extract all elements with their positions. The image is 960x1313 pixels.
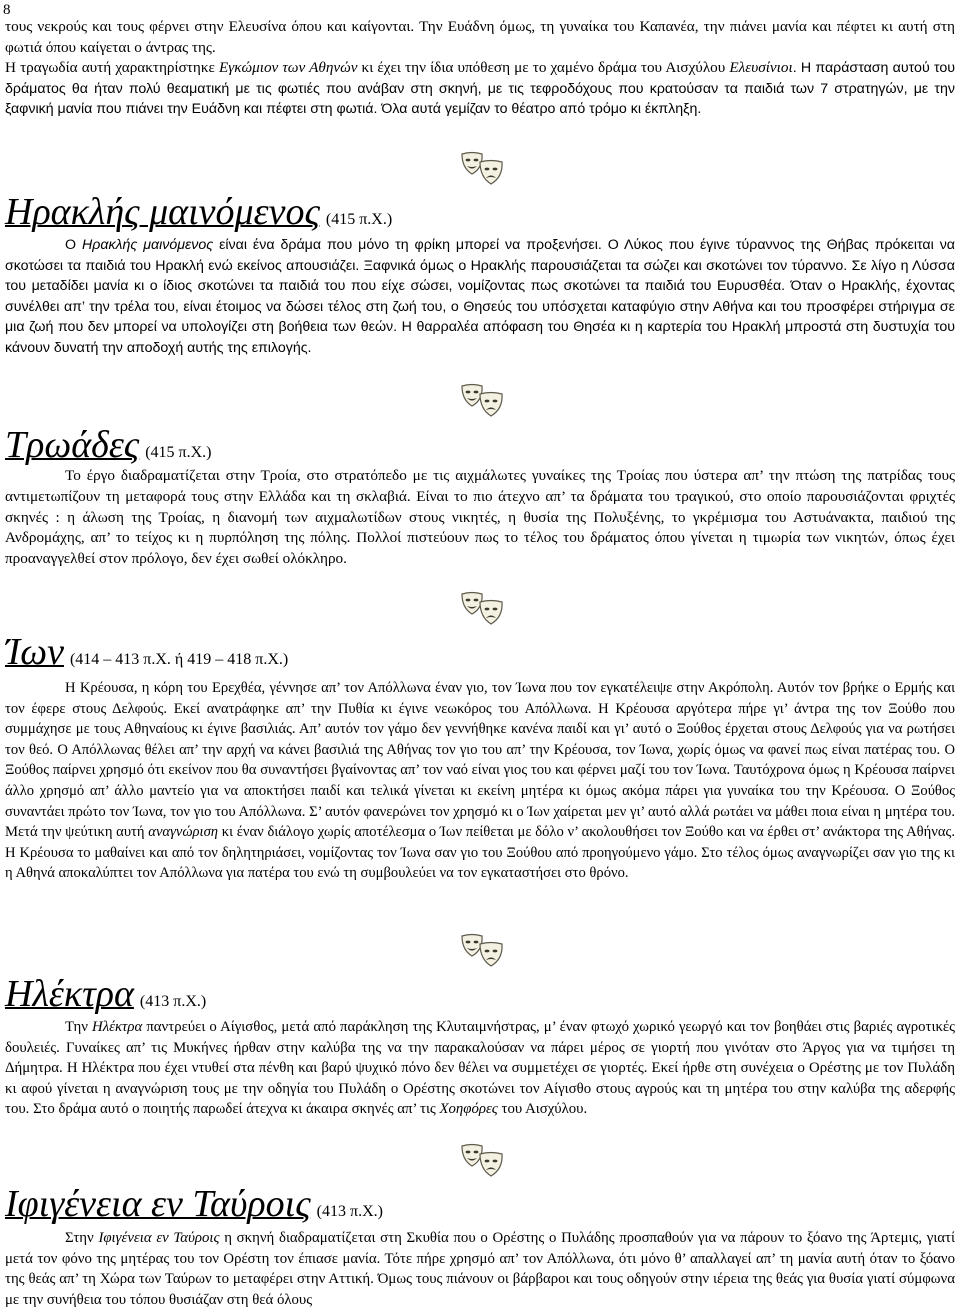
italic-word: αναγνώριση (148, 824, 219, 841)
section-date: (415 π.Χ.) (145, 444, 212, 461)
section-date: (415 π.Χ.) (325, 211, 393, 228)
section-title-iphigenia (5, 1182, 383, 1226)
section-paragraph: Το έργο διαδραματίζεται στην Τροία, στο στρατόπεδο με τις αιχμάλωτες γυναίκες της Τροίας που ύστερα απ’ την πτώση της πατρίδας τους αντιμετωπίζουν τη μεταφορά τους στην Ελλάδα και τη σκλαβιά. Είναι το πιο άτεχνο απ’ τα δράματα του τραγικού, στο οποίο παρουσιάζονται φριχτές σκηνές : η άλωση της Τροίας, η διανομή των αιχμαλωτίδων στους νικητές, η θυσία της Πολυξένης, το γκρέμισμα του Αστυάνακτα, παιδιού της Ανδρομάχης, απ’ το τείχος κι η πυρπόληση της πόλης. Πολλοί πιστεύουν πως το τέλος του δράματος όπου γίνεται η τιμωρία των νικητών, όπως έχει προαναγγελθεί στον πρόλογο, δεν έχει σωθεί ολόκληρο. (5, 467, 955, 568)
page-number: 8 (3, 2, 11, 18)
section-title-text: Ηρακλής μαινόμενος (5, 191, 320, 233)
intro-italic-1: Εγκώμιον των Αθηνών (218, 59, 358, 76)
theater-masks-icon (458, 932, 510, 970)
section-date: (414 – 413 π.Χ. ή 419 – 418 π.Χ.) (69, 651, 289, 668)
section-title-text: Ίων (5, 631, 64, 673)
italic-title: Ηλέκτρα (92, 1019, 143, 1035)
theater-masks-icon (458, 382, 510, 420)
section-paragraph (5, 235, 955, 358)
section-paragraph (5, 1228, 955, 1310)
section-date: (413 π.Χ.) (139, 993, 207, 1010)
text-b: η σκηνή διαδραματίζεται στη Σκυθία που ο Ορέστης ο Πυλάδης προσπαθούν για να πάρουν το ξόανο της Άρτεμις, γιατί μετά τον φόνο της μητέρας του τον Ορέστη τον έπιασε μανία. Τότε πήρε χρησμό απ’ τον Απόλλωνα, ότι μόνο θ’ απαλλαγεί απ’ τη μανία αυτή όταν το ξόανο της θεάς απ’ τη Χώρα των Ταύρων το μεταφέρει στην Αττική. Όμως τους πιάνουν οι βάρβαροι και τους οδηγούν στην ιέρεια της θεάς για θυσία γιατί σύμφωνα με την συνήθεια του τόπου θυσιάζαν στη θεά όλους (5, 1230, 955, 1308)
text-a: Την (65, 1019, 93, 1035)
italic-title: Χοηφόρες (439, 1101, 498, 1118)
intro-paragraph-2 (5, 58, 955, 120)
section-body-elektra (5, 1017, 955, 1120)
italic-title: Ιφιγένεια εν Ταύροις (98, 1230, 220, 1246)
theater-masks-icon (458, 590, 510, 628)
section-body-iphigenia (5, 1228, 955, 1312)
text-b: είναι ένα δράμα που μόνο τη φρίκη μπορεί να προξενήσει. Ο Λύκος που έγινε τύραννος της Θήβας πρόκειται να σκοτώσει τα παιδιά του Ηρακλή ενώ εκείνος απουσιάζει. Ξαφνικά όμως ο Ηρακλής παρουσιάζεται τα σώζει και σκοτώνει τον τύραννο. Σε λίγο η Λύσσα του μεταδίδει μανία κι ο ίδιος σκοτώνει τα παιδιά του που είχε σώσει, νομίζοντας πως σκοτώνει τα παιδιά του Ευρυσθέα. Όταν ο Ηρακλής, έχοντας συνέλθει απ’ την τρέλα του, είναι έτοιμος να δώσει τέλος στη ζωή του, ο Θησεύς του υπόσχεται καταφύγιο στην Αθήνα και του προσφέρει στήριγμα σε μια ζωή που δεν μπορεί να υπολογίζει στη βοήθεια των θεών. Η θαρραλέα απόφαση του Θησέα κι η καρτερία του Ηρακλή μπροστά στη δυστυχία του κάνουν δυνατή την αποδοχή αυτής της επιλογής. (5, 237, 956, 356)
section-body-ion (5, 678, 955, 884)
section-title-troades (5, 423, 212, 467)
text-b: παντρεύει ο Αίγισθος, μετά από παράκληση της Κλυταιμνήστρας, μ’ έναν φτωχό χωρικό γεωργό και τον βοηθάει στις βαριές αγροτικές δουλειές. Γυναίκες απ’ τις Μυκήνες ήρθαν στην καλύβα της να την παρακαλούσαν να πάρει μέρος σε γιορτή που γινόταν στο Άργος για να τιμήσει τη Δήμητρα. Η Ηλέκτρα που έχει ντυθεί στα πένθη και βαρύ ψυχικό πόνο δεν θέλει να συμμετέχει σε γιορτές. Εκεί ήρθε στη συνέχεια ο Ορέστης με τον Πυλάδη κι αφού γίνεται η αναγνώριση τους με την οδηγία του Πυλάδη ο Ορέστης σκοτώνει τον Αίγισθο στους αγρούς και τη μητέρα του στην καλύβα της αδερφής του. Στο δράμα αυτό ο ποιητής παρωδεί άτεχνα κι άκαιρα σκηνές απ’ τις (5, 1019, 955, 1118)
intro-italic-2: Ελευσίνιοι (729, 59, 793, 76)
intro-line-1: τους νεκρούς και τους φέρνει στην Ελευσίνα όπου και καίγονται. Την Ευάδνη όμως, τη γυναίκα του Καπανέα, την πιάνει μανία και πέφτει κι αυτή στη φωτιά όπου καίγεται ο άντρας της. (5, 18, 955, 56)
section-body-troades (5, 466, 955, 570)
section-title-text: Ιφιγένεια εν Ταύροις (5, 1183, 311, 1225)
section-title-text: Τρωάδες (5, 424, 140, 466)
section-body-herakles (5, 235, 955, 358)
intro-paragraph-1 (5, 17, 955, 58)
intro-text-c: . Η παράσταση αυτού του δράματος θα ήταν πολύ θεαματική με τις φωτιές που ανάβαν στη σκηνή, με τις τεφροδόχους που κρατούσαν τα παιδιά των 7 στρατηγών, με την ξαφνική μανία που πιάνει την Ευάδνη και πέφτει στη φωτιά. Όλα αυτά γεμίζαν το θέατρο από τρόμο κι έκπληξη. (5, 60, 955, 117)
text-a: Ο (65, 237, 82, 253)
section-title-elektra (5, 972, 206, 1016)
intro-text-b: κι έχει την ίδια υπόθεση με το χαμένο δράμα του Αισχύλου (357, 59, 730, 76)
section-paragraph (5, 678, 955, 884)
text-a: Στην (65, 1230, 99, 1246)
italic-title: Ηρακλής μαινόμενος (81, 237, 214, 253)
theater-masks-icon (458, 1142, 510, 1180)
section-title-text: Ηλέκτρα (5, 973, 134, 1015)
section-paragraph (5, 1017, 955, 1120)
text-c: του Αισχύλου. (497, 1101, 588, 1118)
section-date: (413 π.Χ.) (316, 1203, 383, 1220)
theater-masks-icon (458, 150, 510, 188)
intro-text (5, 17, 955, 120)
text-a: Η Κρέουσα, η κόρη του Ερεχθέα, γέννησε απ’ τον Απόλλωνα έναν γιο, τον Ίωνα που τον εγκατέλειψε στην Ακρόπολη. Αυτόν τον βρήκε ο Ερμής και τον έφερε στους Δελφούς. Εκεί ανατράφηκε απ’ την Πυθία κι έγινε νεωκόρος του Απόλλωνα. Η Κρέουσα αργότερα πήρε γι’ άντρα της τον Ξούθο που συμμάχησε με τους Αθηναίους κι έγινε βασιλιάς. Απ’ αυτόν τον γάμο δεν γεννήθηκε κανένα παιδί και γι’ αυτό ο Ξούθος έρχεται στους Δελφούς για να ρωτήσει τον θεό. Ο Απόλλωνας θέλει απ’ την αρχή να κάνει βασιλιά της Αθήνας τον γιο του απ’ την Κρέουσα, τον Ίωνα, χωρίς όμως να φανεί πως είναι πατέρας του. Ο Ξούθος παίρνει χρησμό ότι εκείνον που θα συναντήσει βγαίνοντας απ’ τον ναό είναι γιος του και φέρνει μαζί του τον Ίωνα. Ταυτόχρονα όμως η Κρέουσα παίρνει άλλο χρησμό απ’ άλλο μαντείο για να αποκτήσει παιδί και τελικά γίνεται κι εκείνη μητέρα κι όμως ακόμα πάρει για γυναίκα του την Κρέουσα. Ο Ξούθος συναντάει πρώτο τον Ίωνα, τον γιο του Απόλλωνα. Σ’ αυτόν φανερώνει τον χρησμό κι ο Ίων χαίρεται μεν γι’ αυτό αλλά ρωτάει να μάθει ποια είναι η μητέρα του. Μετά την ψεύτικη αυτή (5, 680, 955, 841)
intro-text-a: Η τραγωδία αυτή χαρακτηρίστηκε (5, 59, 219, 76)
section-title-herakles (5, 190, 392, 234)
section-title-ion (5, 630, 288, 674)
text-b: κι έναν διάλογο χωρίς αποτέλεσμα ο Ίων πείθεται με δόλο ν’ ακολουθήσει τον Ξούθο και να έρθει στ’ ανάκτορα της Αθήνας. Η Κρέουσα το μαθαίνει και από τον δηλητηριάσει, νομίζοντας τον Ίωνα σαν γιο του Ξούθου από προηγούμενο γάμο. Στο τέλος όμως αναγνωρίζει σαν γιο της κι η Αθηνά αποκαλύπτει τον Απόλλωνα για πατέρα του ενώ τη συμβουλεύει να τον εγκαταστήσει στο θρόνο. (5, 824, 955, 882)
